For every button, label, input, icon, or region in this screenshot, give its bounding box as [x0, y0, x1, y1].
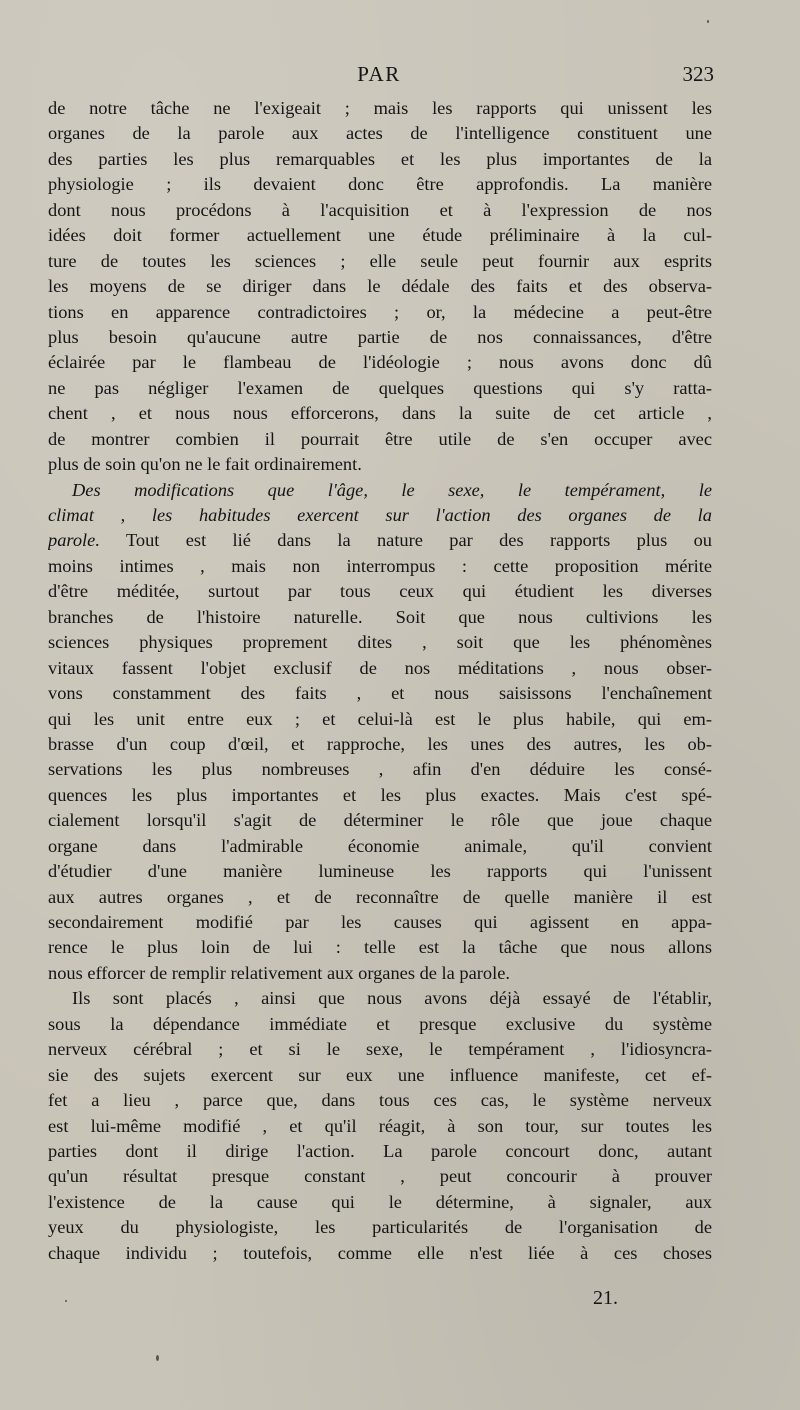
text-line: yeux du physiologiste, les particularités de l'organisation de [48, 1217, 712, 1238]
text-block [48, 96, 712, 1266]
text-line: vons constamment des faits , et nous saisissons l'enchaînement [48, 683, 712, 704]
text-line: sous la dépendance immédiate et presque exclusive du système [48, 1013, 712, 1034]
text-line: secondairement modifié par les causes qui agissent en appa- [48, 912, 712, 932]
text-line: l'existence de la cause qui le détermine, à signaler, aux [48, 1191, 712, 1212]
text-line: moins intimes , mais non interrompus : cette proposition mérite [48, 555, 712, 576]
text-line: rence le plus loin de lui : telle est la tâche que nous allons [48, 937, 712, 958]
text-line: aux autres organes , et de reconnaître de quelle manière il est [48, 886, 712, 907]
text-line: fet a lieu , parce que, dans tous ces cas, le système nerveux [48, 1090, 712, 1111]
text-line: plus de soin qu'on ne le fait ordinairement. [48, 454, 362, 475]
text-line: qui les unit entre eux ; et celui-là est le plus habile, qui em- [48, 708, 712, 729]
page-footer [48, 1287, 712, 1317]
text-line: parties dont il dirige l'action. La parole concourt donc, autant [48, 1140, 712, 1161]
text-line: de notre tâche ne l'exigeait ; mais les rapports qui unissent les [48, 98, 712, 118]
text-line-italic [48, 478, 712, 503]
text-line: dont nous procédons à l'acquisition et à l'expression de nos [48, 199, 712, 220]
text-line: sie des sujets exercent sur eux une influence manifeste, cet ef- [48, 1064, 712, 1085]
text-line: organes de la parole aux actes de l'intelligence constituent une [48, 123, 712, 144]
text-line: tions en apparence contradictoires ; or, la médecine a peut-être [48, 301, 712, 322]
page-header [48, 62, 714, 94]
italic-heading-part: climat , les habitudes exercent sur l'action des organes de la [48, 505, 712, 525]
text-line: des parties les plus remarquables et les plus importantes de la [48, 148, 712, 169]
text-line: Ils sont placés , ainsi que nous avons déjà essayé de l'établir, [72, 988, 712, 1009]
text-line: les moyens de se diriger dans le dédale des faits et des observa- [48, 276, 712, 297]
text-line-mixed [48, 528, 712, 553]
text-line: cialement lorsqu'il s'agit de déterminer le rôle que joue chaque [48, 810, 712, 831]
text-line: qu'un résultat presque constant , peut concourir à prouver [48, 1166, 712, 1187]
text-line: sciences physiques proprement dites , soit que les phénomènes [48, 632, 712, 653]
ink-speck [707, 20, 709, 23]
running-head: PAR [357, 62, 401, 86]
italic-heading-part: parole. [48, 530, 100, 551]
text-line: brasse d'un coup d'œil, et rapproche, les unes des autres, les ob- [48, 733, 712, 754]
text-line: physiologie ; ils devaient donc être approfondis. La manière [48, 174, 712, 195]
text-line: organe dans l'admirable économie animale, qu'il convient [48, 835, 712, 856]
italic-heading-part: Des modifications que l'âge, le sexe, le tempérament, le [72, 479, 712, 500]
text-line: plus besoin qu'aucune autre partie de nos connaissances, d'être [48, 326, 712, 347]
ink-speck [156, 1355, 159, 1361]
text-line: servations les plus nombreuses , afin d'en déduire les consé- [48, 759, 712, 780]
text-line: nous efforcer de remplir relativement aux organes de la parole. [48, 962, 510, 983]
text-line: d'être méditée, surtout par tous ceux qui étudient les diverses [48, 581, 712, 602]
text-line: de montrer combien il pourrait être utile de s'en occuper avec [48, 428, 712, 449]
text-line: d'étudier d'une manière lumineuse les rapports qui l'unissent [48, 861, 712, 882]
page-number: 323 [682, 62, 714, 86]
text-line: vitaux fassent l'objet exclusif de nos méditations , nous obser- [48, 657, 712, 678]
text-line: chaque individu ; toutefois, comme elle n'est liée à ces choses [48, 1242, 712, 1263]
text-line: ture de toutes les sciences ; elle seule peut fournir aux esprits [48, 250, 712, 271]
text-line: ne pas négliger l'examen de quelques questions qui s'y ratta- [48, 377, 712, 398]
text-line: chent , et nous nous efforcerons, dans la suite de cet article , [48, 403, 712, 424]
ink-speck [65, 1300, 67, 1302]
text-line: éclairée par le flambeau de l'idéologie ; nous avons donc dû [48, 352, 712, 373]
text-line: branches de l'histoire naturelle. Soit que nous cultivions les [48, 606, 712, 627]
text-line: quences les plus importantes et les plus exactes. Mais c'est spé- [48, 784, 712, 805]
text-line-italic [48, 503, 712, 528]
text-line: idées doit former actuellement une étude préliminaire à la cul- [48, 225, 712, 246]
text-line: est lui-même modifié , et qu'il réagit, à son tour, sur toutes les [48, 1115, 712, 1136]
text-run: Tout est lié dans la nature par des rapports plus ou [99, 530, 712, 551]
text-line: nerveux cérébral ; et si le sexe, le tempérament , l'idiosyncra- [48, 1039, 712, 1060]
signature-mark: 21. [593, 1287, 618, 1309]
